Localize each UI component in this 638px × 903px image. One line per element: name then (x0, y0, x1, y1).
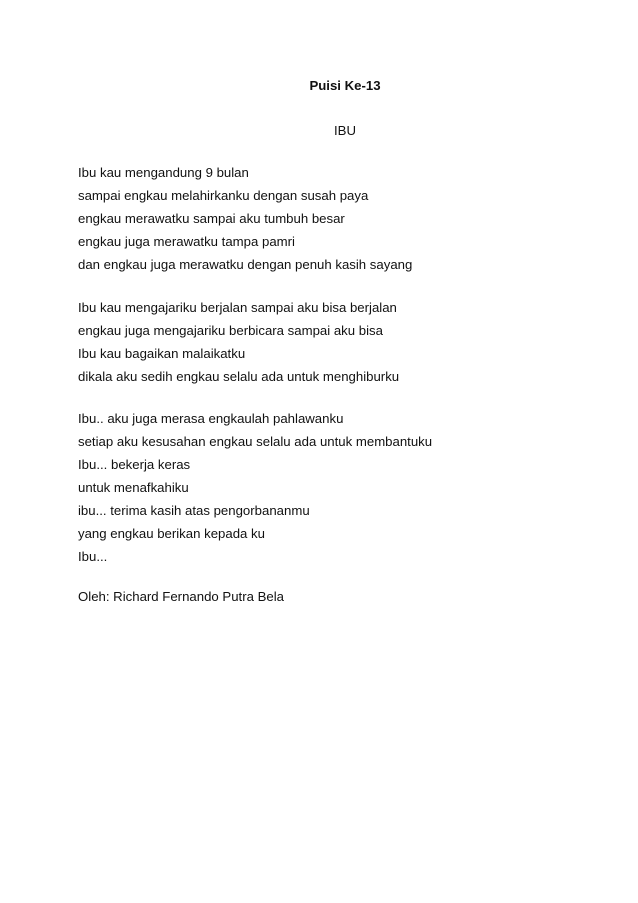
poem-line: Ibu kau mengajariku berjalan sampai aku bisa berjalan (78, 300, 397, 315)
poem-line: yang engkau berikan kepada ku (78, 526, 265, 541)
poem-line: dikala aku sedih engkau selalu ada untuk menghiburku (78, 369, 400, 384)
poem-line: engkau merawatku sampai aku tumbuh besar (78, 211, 345, 226)
poem-line: Ibu kau bagaikan malaikatku (78, 346, 246, 361)
poem-title (0, 123, 638, 138)
stanza-1 (78, 161, 598, 276)
poem-number-title (0, 78, 638, 93)
poem-line: Ibu.. aku juga merasa engkaulah pahlawanku (78, 411, 344, 426)
poem-line: Ibu... (78, 549, 108, 564)
poem-line: untuk menafkahiku (78, 480, 189, 495)
poem-line: ibu... terima kasih atas pengorbananmu (78, 503, 310, 518)
poem-line: setiap aku kesusahan engkau selalu ada untuk membantuku (78, 434, 433, 449)
poem-line: Ibu... bekerja keras (78, 457, 191, 472)
poem-line: sampai engkau melahirkanku dengan susah paya (78, 188, 369, 203)
poem-line: engkau juga mengajariku berbicara sampai aku bisa (78, 323, 383, 338)
stanza-2 (78, 296, 598, 388)
poem-line: Ibu kau mengandung 9 bulan (78, 165, 249, 180)
poem-line: dan engkau juga merawatku dengan penuh kasih sayang (78, 257, 413, 272)
stanza-3 (78, 407, 598, 568)
poem-line: engkau juga merawatku tampa pamri (78, 234, 295, 249)
author-credit: Oleh: Richard Fernando Putra Bela (78, 589, 284, 604)
poem-number-title-text: Puisi Ke-13 (309, 78, 381, 93)
poem-title-text: IBU (334, 123, 356, 138)
